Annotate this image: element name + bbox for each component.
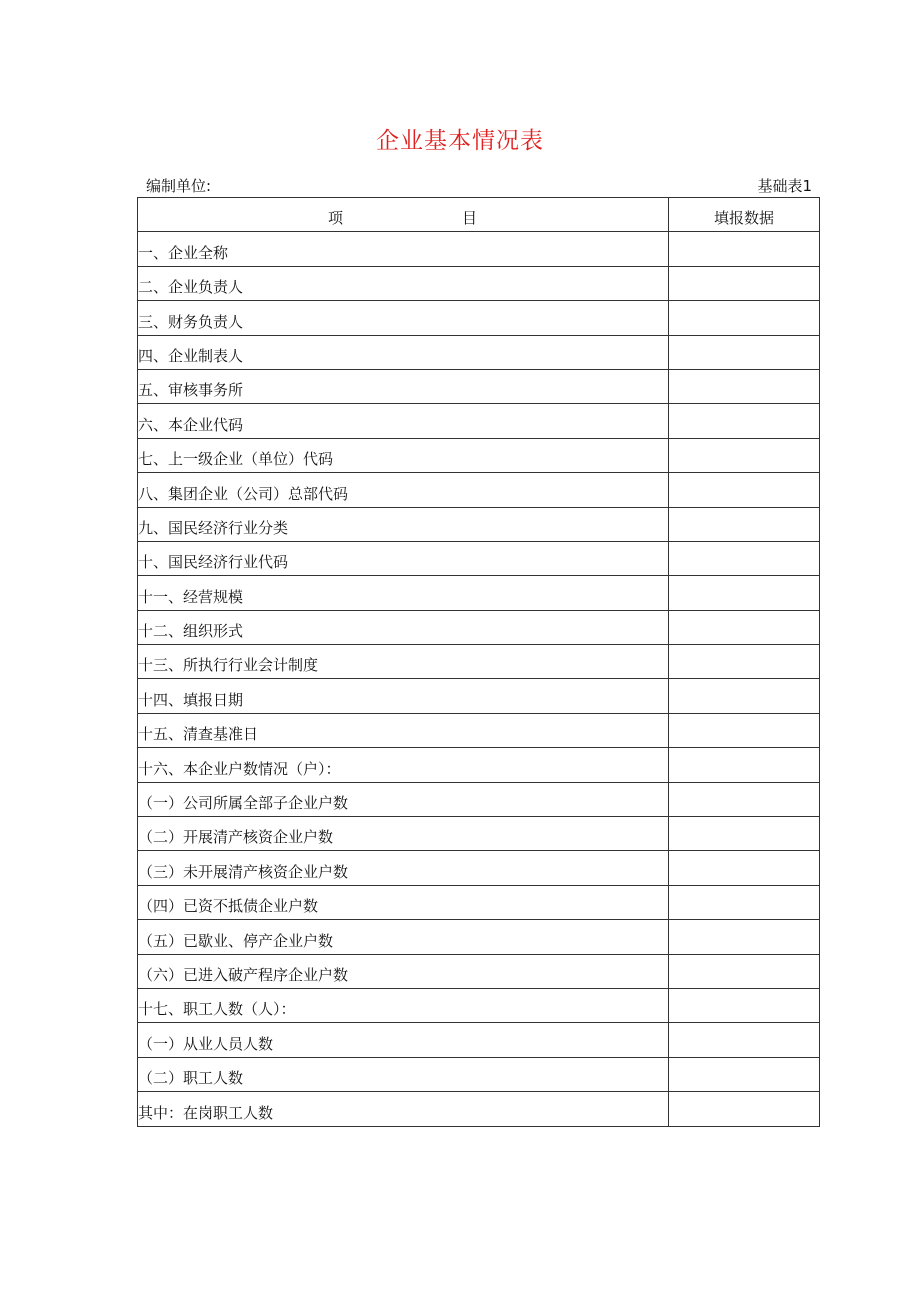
table-row	[138, 507, 820, 541]
row-label: 十六、本企业户数情况（户）：	[138, 759, 341, 778]
table-row	[138, 541, 820, 575]
row-label-cell	[138, 954, 669, 988]
row-label-cell	[138, 851, 669, 885]
row-label: 十五、清查基准日	[138, 725, 259, 744]
row-data-cell[interactable]	[669, 645, 820, 679]
row-label: （一）从业人员人数	[138, 1034, 274, 1053]
table-row	[138, 748, 820, 782]
row-label-cell	[138, 1023, 669, 1057]
row-label: 八、集团企业（公司）总部代码	[138, 484, 349, 503]
row-label-cell	[138, 541, 669, 575]
table-row	[138, 851, 820, 885]
row-label: （二）开展清产核资企业户数	[138, 828, 334, 847]
row-data-cell[interactable]	[669, 301, 820, 335]
row-label: 十四、填报日期	[138, 690, 244, 709]
compiling-unit-label: 编制单位:	[146, 177, 212, 195]
table-row	[138, 576, 820, 610]
row-label-cell	[138, 232, 669, 266]
row-label: 五、审核事务所	[138, 381, 244, 400]
row-data-cell[interactable]	[669, 610, 820, 644]
row-label-cell	[138, 920, 669, 954]
row-label-cell	[138, 576, 669, 610]
row-data-cell[interactable]	[669, 576, 820, 610]
row-data-cell[interactable]	[669, 920, 820, 954]
row-data-cell[interactable]	[669, 438, 820, 472]
row-label-cell	[138, 885, 669, 919]
row-label: 七、上一级企业（单位）代码	[138, 450, 334, 469]
row-label: 十二、组织形式	[138, 622, 244, 641]
row-label-cell	[138, 748, 669, 782]
row-data-cell[interactable]	[669, 748, 820, 782]
enterprise-info-table	[137, 197, 820, 1127]
row-data-cell[interactable]	[669, 541, 820, 575]
row-data-cell[interactable]	[669, 335, 820, 369]
row-label-cell	[138, 817, 669, 851]
row-data-cell[interactable]	[669, 404, 820, 438]
row-label: （五）已歇业、停产企业户数	[138, 931, 334, 950]
table-row	[138, 817, 820, 851]
row-label: 四、企业制表人	[138, 346, 244, 365]
row-data-cell[interactable]	[669, 679, 820, 713]
table-row	[138, 266, 820, 300]
table-row	[138, 369, 820, 403]
table-row	[138, 885, 820, 919]
row-label: （三）未开展清产核资企业户数	[138, 862, 349, 881]
row-data-cell[interactable]	[669, 851, 820, 885]
row-label: （一）公司所属全部子企业户数	[138, 794, 349, 813]
table-row	[138, 988, 820, 1022]
row-data-cell[interactable]	[669, 1092, 820, 1126]
table-row	[138, 1023, 820, 1057]
row-label-cell	[138, 1092, 669, 1126]
table-row	[138, 645, 820, 679]
row-label-cell	[138, 438, 669, 472]
row-label: （六）已进入破产程序企业户数	[138, 965, 349, 984]
row-data-cell[interactable]	[669, 988, 820, 1022]
table-row	[138, 232, 820, 266]
row-label: 六、本企业代码	[138, 415, 244, 434]
row-label-cell	[138, 473, 669, 507]
table-row	[138, 610, 820, 644]
row-label: （二）职工人数	[138, 1069, 244, 1088]
header-data-label: 填报数据	[713, 209, 774, 228]
table-row	[138, 920, 820, 954]
row-label: 十七、职工人数（人）：	[138, 1000, 296, 1019]
table-row	[138, 301, 820, 335]
table-row	[138, 1057, 820, 1091]
table-row	[138, 438, 820, 472]
table-row	[138, 404, 820, 438]
row-label: （四）已资不抵债企业户数	[138, 897, 319, 916]
row-label-cell	[138, 404, 669, 438]
table-row	[138, 713, 820, 747]
row-data-cell[interactable]	[669, 954, 820, 988]
header-item-char-a: 项	[328, 209, 344, 228]
table-row	[138, 1092, 820, 1126]
row-label: 十一、经营规模	[138, 587, 244, 606]
row-label-cell	[138, 679, 669, 713]
table-header-row	[138, 198, 820, 232]
header-item-char-b: 目	[462, 209, 478, 228]
row-data-cell[interactable]	[669, 782, 820, 816]
row-label-cell	[138, 782, 669, 816]
row-label-cell	[138, 1057, 669, 1091]
table-row	[138, 473, 820, 507]
row-label-cell	[138, 713, 669, 747]
row-label-cell	[138, 645, 669, 679]
row-data-cell[interactable]	[669, 369, 820, 403]
row-label: 十三、所执行行业会计制度	[138, 656, 319, 675]
row-label-cell	[138, 610, 669, 644]
row-label: 三、财务负责人	[138, 312, 244, 331]
table-row	[138, 782, 820, 816]
row-label-cell	[138, 301, 669, 335]
row-label: 其中：在岗职工人数	[138, 1103, 274, 1122]
row-label-cell	[138, 266, 669, 300]
row-label: 九、国民经济行业分类	[138, 518, 289, 537]
header-item-cell	[138, 198, 669, 232]
row-label: 二、企业负责人	[138, 278, 244, 297]
row-label: 一、企业全称	[138, 243, 229, 262]
table-row	[138, 679, 820, 713]
row-label: 十、国民经济行业代码	[138, 553, 289, 572]
row-data-cell[interactable]	[669, 473, 820, 507]
row-data-cell[interactable]	[669, 507, 820, 541]
row-data-cell[interactable]	[669, 266, 820, 300]
row-label-cell	[138, 335, 669, 369]
header-data-cell	[669, 198, 820, 232]
row-data-cell[interactable]	[669, 713, 820, 747]
page-title: 企业基本情况表	[376, 128, 544, 154]
table-row	[138, 954, 820, 988]
row-data-cell[interactable]	[669, 1057, 820, 1091]
row-data-cell[interactable]	[669, 817, 820, 851]
row-label-cell	[138, 369, 669, 403]
row-label-cell	[138, 988, 669, 1022]
table-row	[138, 335, 820, 369]
row-data-cell[interactable]	[669, 232, 820, 266]
row-label-cell	[138, 507, 669, 541]
form-code-label: 基础表1	[757, 177, 812, 195]
table-body	[138, 232, 820, 1126]
row-data-cell[interactable]	[669, 1023, 820, 1057]
row-data-cell[interactable]	[669, 885, 820, 919]
